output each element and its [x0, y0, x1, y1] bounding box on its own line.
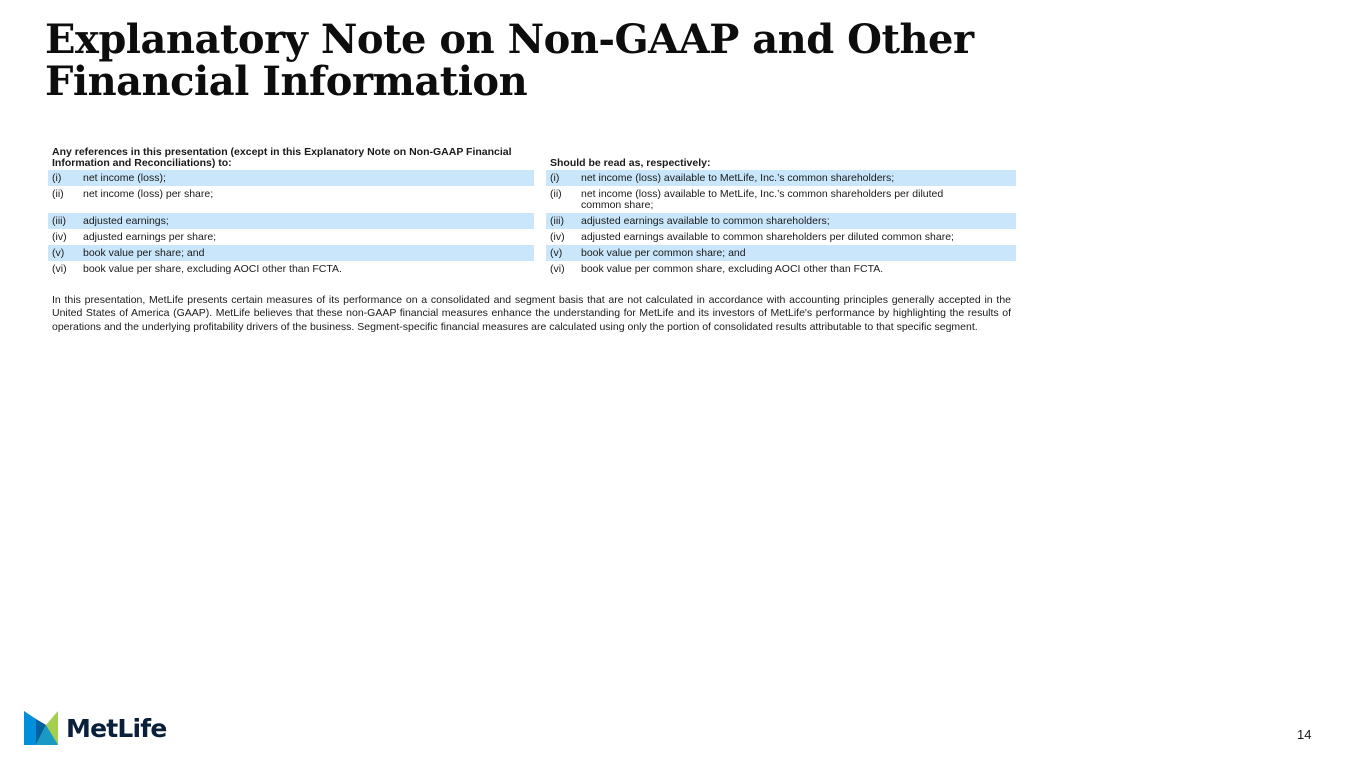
slide-title: [45, 16, 1045, 105]
item-number: (i): [52, 172, 62, 184]
item-number: (vi): [550, 263, 565, 275]
list-item: [546, 186, 1016, 213]
item-number: (ii): [550, 188, 562, 200]
references-column: [48, 145, 534, 277]
list-item: [546, 213, 1016, 229]
list-item: [48, 186, 534, 213]
list-item: [48, 261, 534, 277]
references-list: [48, 170, 534, 277]
read-as-column: [546, 145, 1016, 277]
item-number: (i): [550, 172, 560, 184]
item-number: (v): [550, 247, 563, 259]
list-item: [546, 261, 1016, 277]
list-item: [48, 229, 534, 245]
item-text: adjusted earnings available to common shareholders per diluted common share;: [581, 231, 954, 243]
item-text: book value per common share; and: [581, 247, 746, 259]
item-text: book value per common share, excluding AOCI other than FCTA.: [581, 263, 884, 275]
item-text: net income (loss);: [83, 172, 166, 184]
item-number: (iv): [52, 231, 67, 243]
list-item: [48, 213, 534, 229]
item-number: (v): [52, 247, 65, 259]
metlife-logo: [24, 711, 167, 745]
logo-wordmark: MetLife: [66, 713, 167, 743]
read-as-header: Should be read as, respectively:: [550, 157, 711, 169]
list-item: [546, 245, 1016, 261]
item-text: adjusted earnings per share;: [83, 231, 217, 243]
title-line-2: Financial Information: [45, 58, 528, 105]
read-as-list: [546, 170, 1016, 277]
item-number: (vi): [52, 263, 67, 275]
item-text: book value per share, excluding AOCI other than FCTA.: [83, 263, 342, 275]
item-text: net income (loss) available to MetLife, Inc.’s common shareholders per diluted common share;: [581, 188, 944, 211]
list-item: [48, 170, 534, 186]
list-item: [48, 245, 534, 261]
explanatory-paragraph: In this presentation, MetLife presents certain measures of its performance on a consolidated and segment basis that are not calculated in accordance with accounting principles generally accepted in the United States of America (GAAP). MetLife believes that these non-GAAP financial measures enhance the understanding for MetLife and its investors of MetLife's performance by highlighting the results of operations and the underlying profitability drivers of the business. Segment-specific financial measures are calculated using only the portion of consolidated results attributable to that specific segment.: [52, 294, 1011, 333]
item-text: net income (loss) per share;: [83, 188, 214, 200]
item-text: adjusted earnings available to common shareholders;: [581, 215, 830, 227]
page-number: 14: [1297, 727, 1312, 742]
item-number: (iv): [550, 231, 565, 243]
references-header: Any references in this presentation (except in this Explanatory Note on Non-GAAP Financial Information and Reconciliations) to:: [52, 146, 512, 169]
title-line-1: Explanatory Note on Non-GAAP and Other: [45, 16, 974, 63]
metlife-logo-icon: [24, 711, 58, 745]
item-text: net income (loss) available to MetLife, Inc.’s common shareholders;: [581, 172, 895, 184]
list-item: [546, 229, 1016, 245]
item-text: adjusted earnings;: [83, 215, 169, 227]
item-number: (iii): [550, 215, 564, 227]
item-number: (iii): [52, 215, 66, 227]
item-text: book value per share; and: [83, 247, 205, 259]
list-item: [546, 170, 1016, 186]
item-number: (ii): [52, 188, 64, 200]
